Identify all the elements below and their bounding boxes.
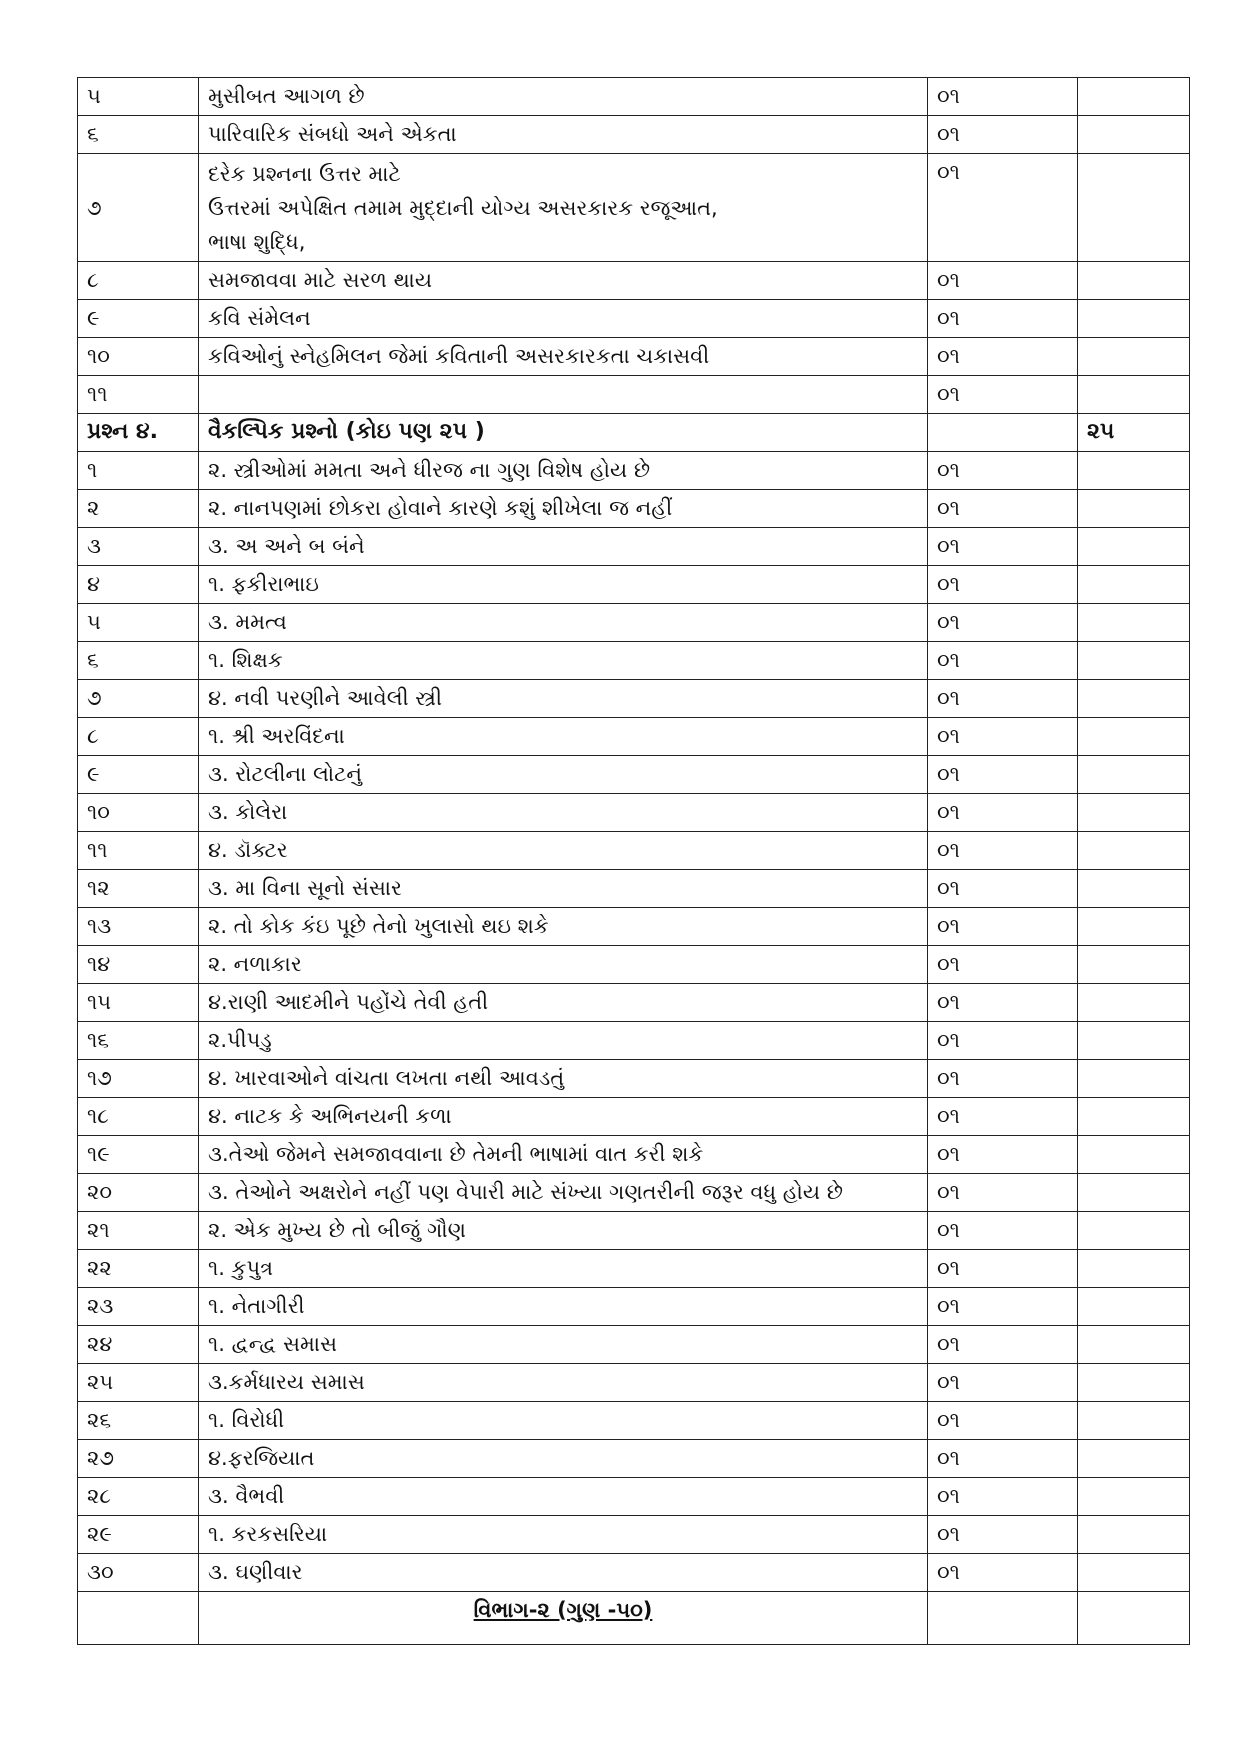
answer-cell: ૨. તો કોક કંઇ પૂછે તેનો ખુલાસો થઇ શકે (199, 908, 928, 946)
table-row (78, 1364, 1190, 1402)
table-row (78, 262, 1190, 300)
total-marks-cell (1078, 642, 1190, 680)
question-number: ૨૬ (78, 1402, 199, 1440)
marks-cell: ૦૧ (928, 78, 1078, 116)
question-number: ૧૩ (78, 908, 199, 946)
marks-cell: ૦૧ (928, 338, 1078, 376)
marks-cell: ૦૧ (928, 1022, 1078, 1060)
answer-cell: ૧. કુપુત્ર (199, 1250, 928, 1288)
marks-cell: ૦૧ (928, 604, 1078, 642)
marks-cell: ૦૧ (928, 1440, 1078, 1478)
table-row (78, 1022, 1190, 1060)
table-row (78, 1326, 1190, 1364)
question-number: ૨૩ (78, 1288, 199, 1326)
marks-cell: ૦૧ (928, 1402, 1078, 1440)
answer-cell: વૈકલ્પિક પ્રશ્નો (કોઇ પણ ૨૫ ) (199, 414, 928, 452)
table-row (78, 300, 1190, 338)
total-marks-cell (1078, 1250, 1190, 1288)
total-marks-cell (1078, 1174, 1190, 1212)
question-number: ૨૨ (78, 1250, 199, 1288)
total-marks-cell (1078, 338, 1190, 376)
table-row (78, 642, 1190, 680)
answer-cell: ૨.પીપડુ (199, 1022, 928, 1060)
marks-cell: ૦૧ (928, 528, 1078, 566)
question-number: ૨૪ (78, 1326, 199, 1364)
answer-cell: ૩.કર્મધારય સમાસ (199, 1364, 928, 1402)
table-row (78, 116, 1190, 154)
marks-cell: ૦૧ (928, 946, 1078, 984)
total-marks-cell (1078, 1136, 1190, 1174)
question-number: ૨ (78, 490, 199, 528)
total-marks-cell (1078, 154, 1190, 262)
answer-cell: ૩. તેઓને અક્ષરોને નહીં પણ વેપારી માટે સંખ્યા ગણતરીની જરૂર વધુ હોય છે (199, 1174, 928, 1212)
question-number: ૧૮ (78, 1098, 199, 1136)
question-number: ૩૦ (78, 1554, 199, 1592)
total-marks-cell (1078, 1098, 1190, 1136)
table-row (78, 154, 1190, 262)
table-row (78, 1288, 1190, 1326)
answer-cell: ૩. વૈભવી (199, 1478, 928, 1516)
table-row (78, 1250, 1190, 1288)
question-number: ૭ (78, 680, 199, 718)
total-marks-cell: ૨૫ (1078, 414, 1190, 452)
question-number: ૧૨ (78, 870, 199, 908)
answer-cell: કવિઓનું સ્નેહમિલન જેમાં કવિતાની અસરકારકતા ચકાસવી (199, 338, 928, 376)
marks-cell: ૦૧ (928, 116, 1078, 154)
table-row (78, 946, 1190, 984)
answer-cell: ૩. અ અને બ બંને (199, 528, 928, 566)
answer-cell: ૨. નાનપણમાં છોકરા હોવાને કારણે કશું શીખેલા જ નહીં (199, 490, 928, 528)
marks-cell: ૦૧ (928, 154, 1078, 262)
table-row (78, 1098, 1190, 1136)
total-marks-cell (1078, 1326, 1190, 1364)
table-row (78, 1212, 1190, 1250)
total-marks-cell (1078, 870, 1190, 908)
answer-cell: ૧. નેતાગીરી (199, 1288, 928, 1326)
answer-cell: ૩.તેઓ જેમને સમજાવવાના છે તેમની ભાષામાં વાત કરી શકે (199, 1136, 928, 1174)
answer-cell: મુસીબત આગળ છે (199, 78, 928, 116)
table-row (78, 604, 1190, 642)
question-number: ૨૮ (78, 1478, 199, 1516)
marks-cell: ૦૧ (928, 566, 1078, 604)
marks-cell: ૦૧ (928, 1250, 1078, 1288)
section-header-row (78, 414, 1190, 452)
marks-cell: ૦૧ (928, 1554, 1078, 1592)
total-marks-cell (1078, 1402, 1190, 1440)
question-number: પ્રશ્ન ૪. (78, 414, 199, 452)
answer-line: ભાષા શુદ્ધિ, (208, 230, 306, 254)
marks-cell: ૦૧ (928, 642, 1078, 680)
answer-cell: ૪.ફરજિયાત (199, 1440, 928, 1478)
answer-line: ઉત્તરમાં અપેક્ષિત તમામ મુદ્દાની યોગ્ય અસરકારક રજૂઆત, (208, 196, 718, 220)
question-number: ૬ (78, 642, 199, 680)
table-row (78, 528, 1190, 566)
marks-cell: ૦૧ (928, 1060, 1078, 1098)
answer-cell: ૨. નળાકાર (199, 946, 928, 984)
total-marks-cell (1078, 832, 1190, 870)
answer-cell: ૩. મમત્વ (199, 604, 928, 642)
question-number: ૮ (78, 262, 199, 300)
question-number: ૨૫ (78, 1364, 199, 1402)
marks-cell: ૦૧ (928, 870, 1078, 908)
question-number: ૫ (78, 78, 199, 116)
table-row (78, 566, 1190, 604)
answer-cell (199, 154, 928, 262)
question-number: ૨૦ (78, 1174, 199, 1212)
total-marks-cell (1078, 984, 1190, 1022)
marks-cell: ૦૧ (928, 376, 1078, 414)
question-number: ૧૫ (78, 984, 199, 1022)
question-number: ૬ (78, 116, 199, 154)
answer-cell: ૪. ખારવાઓને વાંચતા લખતા નથી આવડતું (199, 1060, 928, 1098)
answer-cell: ૧. કરકસરિયા (199, 1516, 928, 1554)
table-row (78, 984, 1190, 1022)
answer-cell: ૨. એક મુખ્ય છે તો બીજું ગૌણ (199, 1212, 928, 1250)
question-number: ૧૪ (78, 946, 199, 984)
question-number: ૭ (78, 154, 199, 262)
table-row (78, 376, 1190, 414)
answer-cell: ૪. નાટક કે અભિનયની કળા (199, 1098, 928, 1136)
total-marks-cell (1078, 1022, 1190, 1060)
table-row (78, 1478, 1190, 1516)
marks-cell: ૦૧ (928, 490, 1078, 528)
total-marks-cell (1078, 1364, 1190, 1402)
total-marks-cell (1078, 1440, 1190, 1478)
marks-cell: ૦૧ (928, 680, 1078, 718)
question-number: ૧૯ (78, 1136, 199, 1174)
table-row (78, 1174, 1190, 1212)
marks-cell: ૦૧ (928, 262, 1078, 300)
marks-cell: ૦૧ (928, 1098, 1078, 1136)
footer-row (78, 1592, 1190, 1645)
total-marks-cell (1078, 756, 1190, 794)
total-marks-cell (1078, 908, 1190, 946)
section-heading: વિભાગ-૨ (ગુણ -૫૦) (199, 1592, 928, 1645)
answer-cell: સમજાવવા માટે સરળ થાય (199, 262, 928, 300)
footer-empty-cell (78, 1592, 199, 1645)
table-row (78, 1136, 1190, 1174)
answer-cell: ૨. સ્ત્રીઓમાં મમતા અને ધીરજ ના ગુણ વિશેષ હોય છે (199, 452, 928, 490)
question-number: ૫ (78, 604, 199, 642)
table-row (78, 1440, 1190, 1478)
marks-cell: ૦૧ (928, 832, 1078, 870)
table-row (78, 490, 1190, 528)
total-marks-cell (1078, 680, 1190, 718)
marks-cell: ૦૧ (928, 794, 1078, 832)
total-marks-cell (1078, 262, 1190, 300)
total-marks-cell (1078, 604, 1190, 642)
total-marks-cell (1078, 116, 1190, 154)
answer-cell: ૩. ઘણીવાર (199, 1554, 928, 1592)
table-row (78, 1402, 1190, 1440)
answer-cell: પારિવારિક સંબધો અને એકતા (199, 116, 928, 154)
total-marks-cell (1078, 452, 1190, 490)
question-number: ૧૦ (78, 338, 199, 376)
table-row (78, 718, 1190, 756)
table-row (78, 832, 1190, 870)
question-number: ૯ (78, 756, 199, 794)
answer-cell: ૩. મા વિના સૂનો સંસાર (199, 870, 928, 908)
question-number: ૧૦ (78, 794, 199, 832)
total-marks-cell (1078, 566, 1190, 604)
total-marks-cell (1078, 528, 1190, 566)
table-row (78, 78, 1190, 116)
answer-cell: કવિ સંમેલન (199, 300, 928, 338)
answer-cell: ૪.રાણી આદમીને પહોંચે તેવી હતી (199, 984, 928, 1022)
question-number: ૩ (78, 528, 199, 566)
answer-cell: ૩. કોલેરા (199, 794, 928, 832)
table-row (78, 1060, 1190, 1098)
answer-cell: ૪. ડૉક્ટર (199, 832, 928, 870)
table-row (78, 756, 1190, 794)
marks-cell: ૦૧ (928, 984, 1078, 1022)
total-marks-cell (1078, 794, 1190, 832)
question-number: ૧૧ (78, 376, 199, 414)
marks-cell: ૦૧ (928, 908, 1078, 946)
marks-cell: ૦૧ (928, 1174, 1078, 1212)
table-row (78, 1516, 1190, 1554)
question-number: ૯ (78, 300, 199, 338)
table-row (78, 338, 1190, 376)
total-marks-cell (1078, 1212, 1190, 1250)
total-marks-cell (1078, 1288, 1190, 1326)
answer-cell: ૧. વિરોધી (199, 1402, 928, 1440)
total-marks-cell (1078, 1554, 1190, 1592)
marks-cell: ૦૧ (928, 1212, 1078, 1250)
question-number: ૧ (78, 452, 199, 490)
table-row (78, 452, 1190, 490)
marks-cell: ૦૧ (928, 300, 1078, 338)
answer-cell: ૧. શ્રી અરવિંદના (199, 718, 928, 756)
total-marks-cell (1078, 718, 1190, 756)
table-row (78, 908, 1190, 946)
table-row (78, 794, 1190, 832)
answer-key-table (77, 77, 1190, 1645)
question-number: ૧૭ (78, 1060, 199, 1098)
footer-empty-cell (1078, 1592, 1190, 1645)
question-number: ૧૬ (78, 1022, 199, 1060)
answer-line: દરેક પ્રશ્નના ઉત્તર માટે (208, 162, 401, 186)
total-marks-cell (1078, 1516, 1190, 1554)
marks-cell: ૦૧ (928, 1288, 1078, 1326)
total-marks-cell (1078, 376, 1190, 414)
answer-cell: ૪. નવી પરણીને આવેલી સ્ત્રી (199, 680, 928, 718)
marks-cell: ૦૧ (928, 1326, 1078, 1364)
marks-cell: ૦૧ (928, 1478, 1078, 1516)
question-number: ૨૭ (78, 1440, 199, 1478)
marks-cell (928, 414, 1078, 452)
marks-cell: ૦૧ (928, 1136, 1078, 1174)
answer-cell: ૧. શિક્ષક (199, 642, 928, 680)
question-number: ૪ (78, 566, 199, 604)
answer-cell: ૧. ફકીરાભાઇ (199, 566, 928, 604)
marks-cell: ૦૧ (928, 1364, 1078, 1402)
answer-cell: ૩. રોટલીના લોટનું (199, 756, 928, 794)
question-number: ૨૯ (78, 1516, 199, 1554)
total-marks-cell (1078, 1060, 1190, 1098)
marks-cell: ૦૧ (928, 1516, 1078, 1554)
total-marks-cell (1078, 490, 1190, 528)
answer-key-body (78, 78, 1190, 1592)
question-number: ૨૧ (78, 1212, 199, 1250)
question-number: ૮ (78, 718, 199, 756)
answer-cell: ૧. દ્વન્દ્વ સમાસ (199, 1326, 928, 1364)
question-number: ૧૧ (78, 832, 199, 870)
marks-cell: ૦૧ (928, 452, 1078, 490)
total-marks-cell (1078, 946, 1190, 984)
table-row (78, 1554, 1190, 1592)
table-row (78, 870, 1190, 908)
answer-cell (199, 376, 928, 414)
table-row (78, 680, 1190, 718)
marks-cell: ૦૧ (928, 756, 1078, 794)
total-marks-cell (1078, 1478, 1190, 1516)
total-marks-cell (1078, 300, 1190, 338)
marks-cell: ૦૧ (928, 718, 1078, 756)
footer-empty-cell (928, 1592, 1078, 1645)
total-marks-cell (1078, 78, 1190, 116)
